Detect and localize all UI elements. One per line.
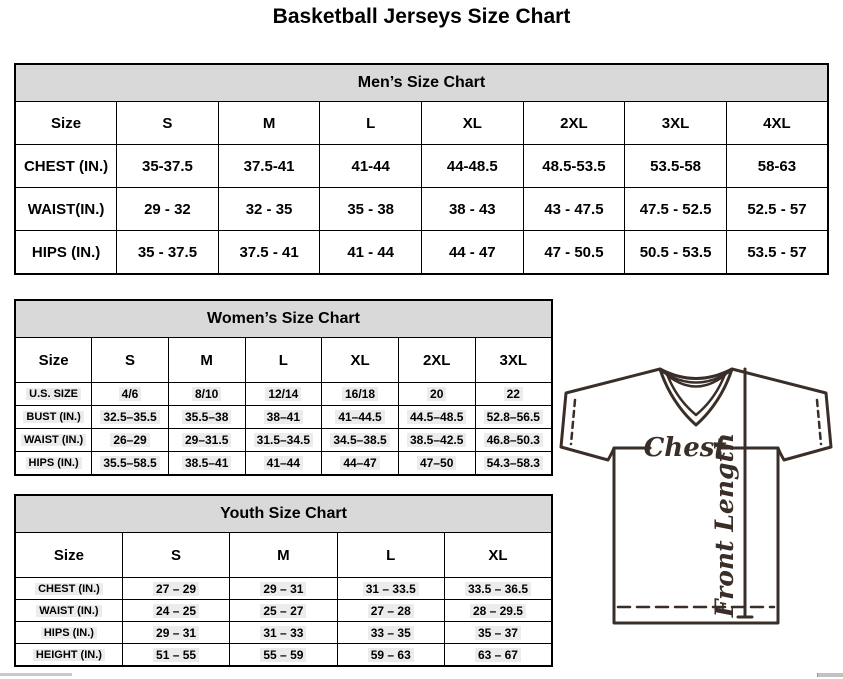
column-header-text: M xyxy=(262,114,276,132)
mens-size-table xyxy=(14,63,829,275)
table-row xyxy=(15,622,552,644)
size-cell-text: 63 – 67 xyxy=(475,648,521,662)
size-cell-text: 35 - 37.5 xyxy=(137,243,198,261)
size-cell-text: 51 – 55 xyxy=(153,648,199,662)
column-header-text: XL xyxy=(488,546,508,564)
size-cell-text: 44 - 47 xyxy=(448,243,496,261)
size-cell-text: 4/6 xyxy=(119,387,142,401)
size-cell xyxy=(168,452,245,476)
size-cell-text: 58-63 xyxy=(757,157,797,175)
size-cell xyxy=(726,145,828,188)
column-header xyxy=(15,102,117,145)
size-cell xyxy=(422,188,524,231)
size-cell xyxy=(320,145,422,188)
size-cell xyxy=(122,644,229,667)
size-cell-text: 20 xyxy=(427,387,446,401)
size-cell-text: 54.3–58.3 xyxy=(484,456,543,470)
jersey-body-outline xyxy=(561,369,831,623)
row-label-text: WAIST (IN.) xyxy=(21,434,86,446)
size-cell-text: 43 - 47.5 xyxy=(544,200,604,218)
size-cell-text: 46.8–50.3 xyxy=(484,433,543,447)
column-header-text: 4XL xyxy=(763,114,791,132)
column-header xyxy=(422,102,524,145)
size-cell-text: 47–50 xyxy=(417,456,456,470)
size-cell xyxy=(245,406,322,429)
jersey-illustration xyxy=(556,360,840,632)
table-title-row xyxy=(15,300,552,338)
size-cell-text: 44.5–48.5 xyxy=(407,410,466,424)
size-cell-text: 29 - 32 xyxy=(144,200,191,218)
row-label xyxy=(15,231,117,275)
row-label xyxy=(15,578,122,600)
column-header xyxy=(322,338,399,383)
size-cell xyxy=(168,406,245,429)
size-cell xyxy=(122,578,229,600)
column-header xyxy=(117,102,219,145)
column-header xyxy=(475,338,552,383)
row-label-text: HEIGHT (IN.) xyxy=(33,649,105,661)
size-cell-text: 52.5 - 57 xyxy=(747,200,807,218)
size-cell-text: 29 – 31 xyxy=(153,626,199,640)
table-header-row xyxy=(15,533,552,578)
table-row xyxy=(15,145,828,188)
size-cell xyxy=(398,406,475,429)
size-cell-text: 38–41 xyxy=(264,410,303,424)
row-label xyxy=(15,452,92,476)
size-cell xyxy=(444,644,552,667)
size-cell xyxy=(230,644,337,667)
column-header-text: Size xyxy=(38,351,69,369)
size-cell-text: 24 – 25 xyxy=(153,604,199,618)
size-cell-text: 53.5-58 xyxy=(650,157,701,175)
size-cell-text: 38 - 43 xyxy=(448,200,496,218)
column-header-text: S xyxy=(125,351,136,369)
size-cell-text: 47.5 - 52.5 xyxy=(639,200,712,218)
column-header-text: M xyxy=(277,546,290,564)
size-cell-text: 22 xyxy=(504,387,523,401)
table-row xyxy=(15,452,552,476)
column-header-text: L xyxy=(386,546,396,564)
row-label-text: WAIST(IN.) xyxy=(27,200,105,218)
column-header xyxy=(444,533,552,578)
size-cell xyxy=(475,406,552,429)
size-cell xyxy=(92,406,169,429)
size-cell-text: 29 – 31 xyxy=(260,582,306,596)
size-cell xyxy=(523,145,625,188)
table-row xyxy=(15,429,552,452)
size-cell-text: 38.5–42.5 xyxy=(407,433,466,447)
size-cell xyxy=(475,452,552,476)
size-cell xyxy=(337,644,444,667)
scrollbar-fragment-left[interactable] xyxy=(0,673,72,676)
size-cell xyxy=(523,231,625,275)
size-cell-text: 12/14 xyxy=(265,387,301,401)
size-cell-text: 37.5-41 xyxy=(243,157,295,175)
size-cell xyxy=(230,600,337,622)
size-cell xyxy=(625,145,727,188)
size-cell xyxy=(218,145,320,188)
size-cell-text: 33 – 35 xyxy=(368,626,414,640)
youth-size-table xyxy=(14,494,553,667)
row-label-text: CHEST (IN.) xyxy=(23,157,109,175)
table-title-text: Youth Size Chart xyxy=(220,505,347,522)
column-header xyxy=(92,338,169,383)
table-row xyxy=(15,231,828,275)
table-row xyxy=(15,578,552,600)
row-label xyxy=(15,188,117,231)
size-cell xyxy=(625,188,727,231)
size-cell-text: 47 - 50.5 xyxy=(544,243,604,261)
column-header-text: S xyxy=(162,114,173,132)
jersey-measurement-diagram xyxy=(556,360,840,632)
size-cell-text: 52.8–56.5 xyxy=(484,410,543,424)
size-cell-text: 41 - 44 xyxy=(347,243,395,261)
size-cell-text: 44–47 xyxy=(340,456,379,470)
row-label xyxy=(15,429,92,452)
row-label xyxy=(15,622,122,644)
column-header-text: 2XL xyxy=(560,114,588,132)
size-cell xyxy=(726,188,828,231)
size-cell-text: 35-37.5 xyxy=(142,157,193,175)
size-cell-text: 55 – 59 xyxy=(260,648,306,662)
size-cell-text: 37.5 - 41 xyxy=(239,243,299,261)
row-label-text: WAIST (IN.) xyxy=(36,605,101,617)
size-cell xyxy=(398,429,475,452)
size-cell xyxy=(168,383,245,406)
size-cell-text: 31.5–34.5 xyxy=(254,433,313,447)
size-cell xyxy=(92,429,169,452)
size-cell xyxy=(122,622,229,644)
row-label-text: HIPS (IN.) xyxy=(26,457,82,469)
table-title-text: Men’s Size Chart xyxy=(357,74,486,91)
table-title xyxy=(15,64,828,102)
size-cell xyxy=(230,578,337,600)
size-cell xyxy=(245,452,322,476)
size-cell xyxy=(337,578,444,600)
column-header xyxy=(625,102,727,145)
page-title: Basketball Jerseys Size Chart xyxy=(272,5,571,28)
row-label xyxy=(15,145,117,188)
size-cell xyxy=(422,231,524,275)
size-cell-text: 53.5 - 57 xyxy=(747,243,807,261)
size-cell-text: 16/18 xyxy=(342,387,378,401)
size-cell xyxy=(398,452,475,476)
size-cell-text: 44-48.5 xyxy=(446,157,498,175)
size-cell xyxy=(444,578,552,600)
size-cell-text: 31 – 33 xyxy=(260,626,306,640)
row-label-text: HIPS (IN.) xyxy=(41,627,97,639)
table-header-row xyxy=(15,338,552,383)
column-header-text: XL xyxy=(350,351,370,369)
size-cell-text: 31 – 33.5 xyxy=(363,582,419,596)
size-cell xyxy=(230,622,337,644)
column-header-text: 2XL xyxy=(422,351,451,369)
size-cell xyxy=(322,429,399,452)
size-cell-text: 26–29 xyxy=(110,433,149,447)
size-cell xyxy=(337,622,444,644)
size-cell xyxy=(92,452,169,476)
size-cell-text: 25 – 27 xyxy=(260,604,306,618)
size-cell-text: 41–44 xyxy=(264,456,303,470)
column-header xyxy=(15,338,92,383)
column-header-text: 3XL xyxy=(661,114,690,132)
size-cell-text: 8/10 xyxy=(192,387,221,401)
size-cell-text: 32 - 35 xyxy=(245,200,293,218)
column-header-text: L xyxy=(366,114,376,132)
size-cell xyxy=(726,231,828,275)
size-cell xyxy=(117,188,219,231)
size-cell xyxy=(322,406,399,429)
column-header xyxy=(218,102,320,145)
row-label-text: HIPS (IN.) xyxy=(31,243,101,261)
column-header-text: L xyxy=(278,351,288,369)
table-row xyxy=(15,406,552,429)
size-cell-text: 34.5–38.5 xyxy=(330,433,389,447)
size-cell-text: 29–31.5 xyxy=(182,433,231,447)
size-cell-text: 27 – 29 xyxy=(153,582,199,596)
column-header xyxy=(726,102,828,145)
size-cell xyxy=(322,383,399,406)
size-cell xyxy=(122,600,229,622)
size-cell xyxy=(320,231,422,275)
size-cell xyxy=(322,452,399,476)
size-cell xyxy=(218,231,320,275)
size-cell-text: 50.5 - 53.5 xyxy=(639,243,712,261)
size-cell-text: 27 – 28 xyxy=(368,604,414,618)
size-cell-text: 35 – 37 xyxy=(475,626,521,640)
size-cell xyxy=(444,622,552,644)
column-header xyxy=(230,533,337,578)
size-cell xyxy=(475,383,552,406)
row-label-text: U.S. SIZE xyxy=(26,388,81,400)
column-header xyxy=(337,533,444,578)
table-title-row xyxy=(15,64,828,102)
size-cell-text: 33.5 – 36.5 xyxy=(465,582,531,596)
table-title-row xyxy=(15,495,552,533)
size-cell-text: 35.5–58.5 xyxy=(100,456,159,470)
column-header-text: Size xyxy=(53,546,84,564)
column-header-text: 3XL xyxy=(499,351,528,369)
size-cell xyxy=(625,231,727,275)
size-cell-text: 41-44 xyxy=(351,157,390,175)
column-header xyxy=(168,338,245,383)
size-cell-text: 41–44.5 xyxy=(335,410,384,424)
row-label-text: BUST (IN.) xyxy=(23,411,83,423)
size-cell-text: 32.5–35.5 xyxy=(100,410,159,424)
size-cell xyxy=(444,600,552,622)
size-cell xyxy=(337,600,444,622)
table-row xyxy=(15,644,552,667)
size-cell xyxy=(168,429,245,452)
table-title xyxy=(15,300,552,338)
size-cell-text: 28 – 29.5 xyxy=(470,604,526,618)
column-header xyxy=(122,533,229,578)
size-cell xyxy=(398,383,475,406)
size-cell xyxy=(92,383,169,406)
row-label-text: CHEST (IN.) xyxy=(35,583,103,595)
size-cell-text: 35 - 38 xyxy=(347,200,395,218)
row-label xyxy=(15,600,122,622)
size-cell xyxy=(422,145,524,188)
size-cell xyxy=(218,188,320,231)
scrollbar-fragment-right[interactable] xyxy=(817,673,843,677)
table-title xyxy=(15,495,552,533)
table-row xyxy=(15,383,552,406)
size-cell xyxy=(245,383,322,406)
table-title-text: Women’s Size Chart xyxy=(207,310,360,327)
womens-size-table xyxy=(14,299,553,476)
size-cell xyxy=(475,429,552,452)
column-header xyxy=(320,102,422,145)
column-header-text: M xyxy=(200,351,213,369)
column-header xyxy=(523,102,625,145)
size-cell xyxy=(245,429,322,452)
column-header xyxy=(398,338,475,383)
size-cell-text: 35.5–38 xyxy=(182,410,231,424)
column-header xyxy=(15,533,122,578)
size-cell xyxy=(523,188,625,231)
size-cell-text: 38.5–41 xyxy=(182,456,231,470)
column-header xyxy=(245,338,322,383)
row-label xyxy=(15,383,92,406)
column-header-text: Size xyxy=(51,114,82,132)
size-cell-text: 59 – 63 xyxy=(368,648,414,662)
table-row xyxy=(15,188,828,231)
table-row xyxy=(15,600,552,622)
row-label xyxy=(15,406,92,429)
table-header-row xyxy=(15,102,828,145)
column-header-text: XL xyxy=(462,114,482,132)
column-header-text: S xyxy=(171,546,182,564)
size-cell xyxy=(117,231,219,275)
size-cell-text: 48.5-53.5 xyxy=(542,157,606,175)
front-length-label: Front Length xyxy=(710,432,739,618)
size-cell xyxy=(117,145,219,188)
row-label xyxy=(15,644,122,667)
size-cell xyxy=(320,188,422,231)
chest-label: Chest xyxy=(643,433,727,463)
